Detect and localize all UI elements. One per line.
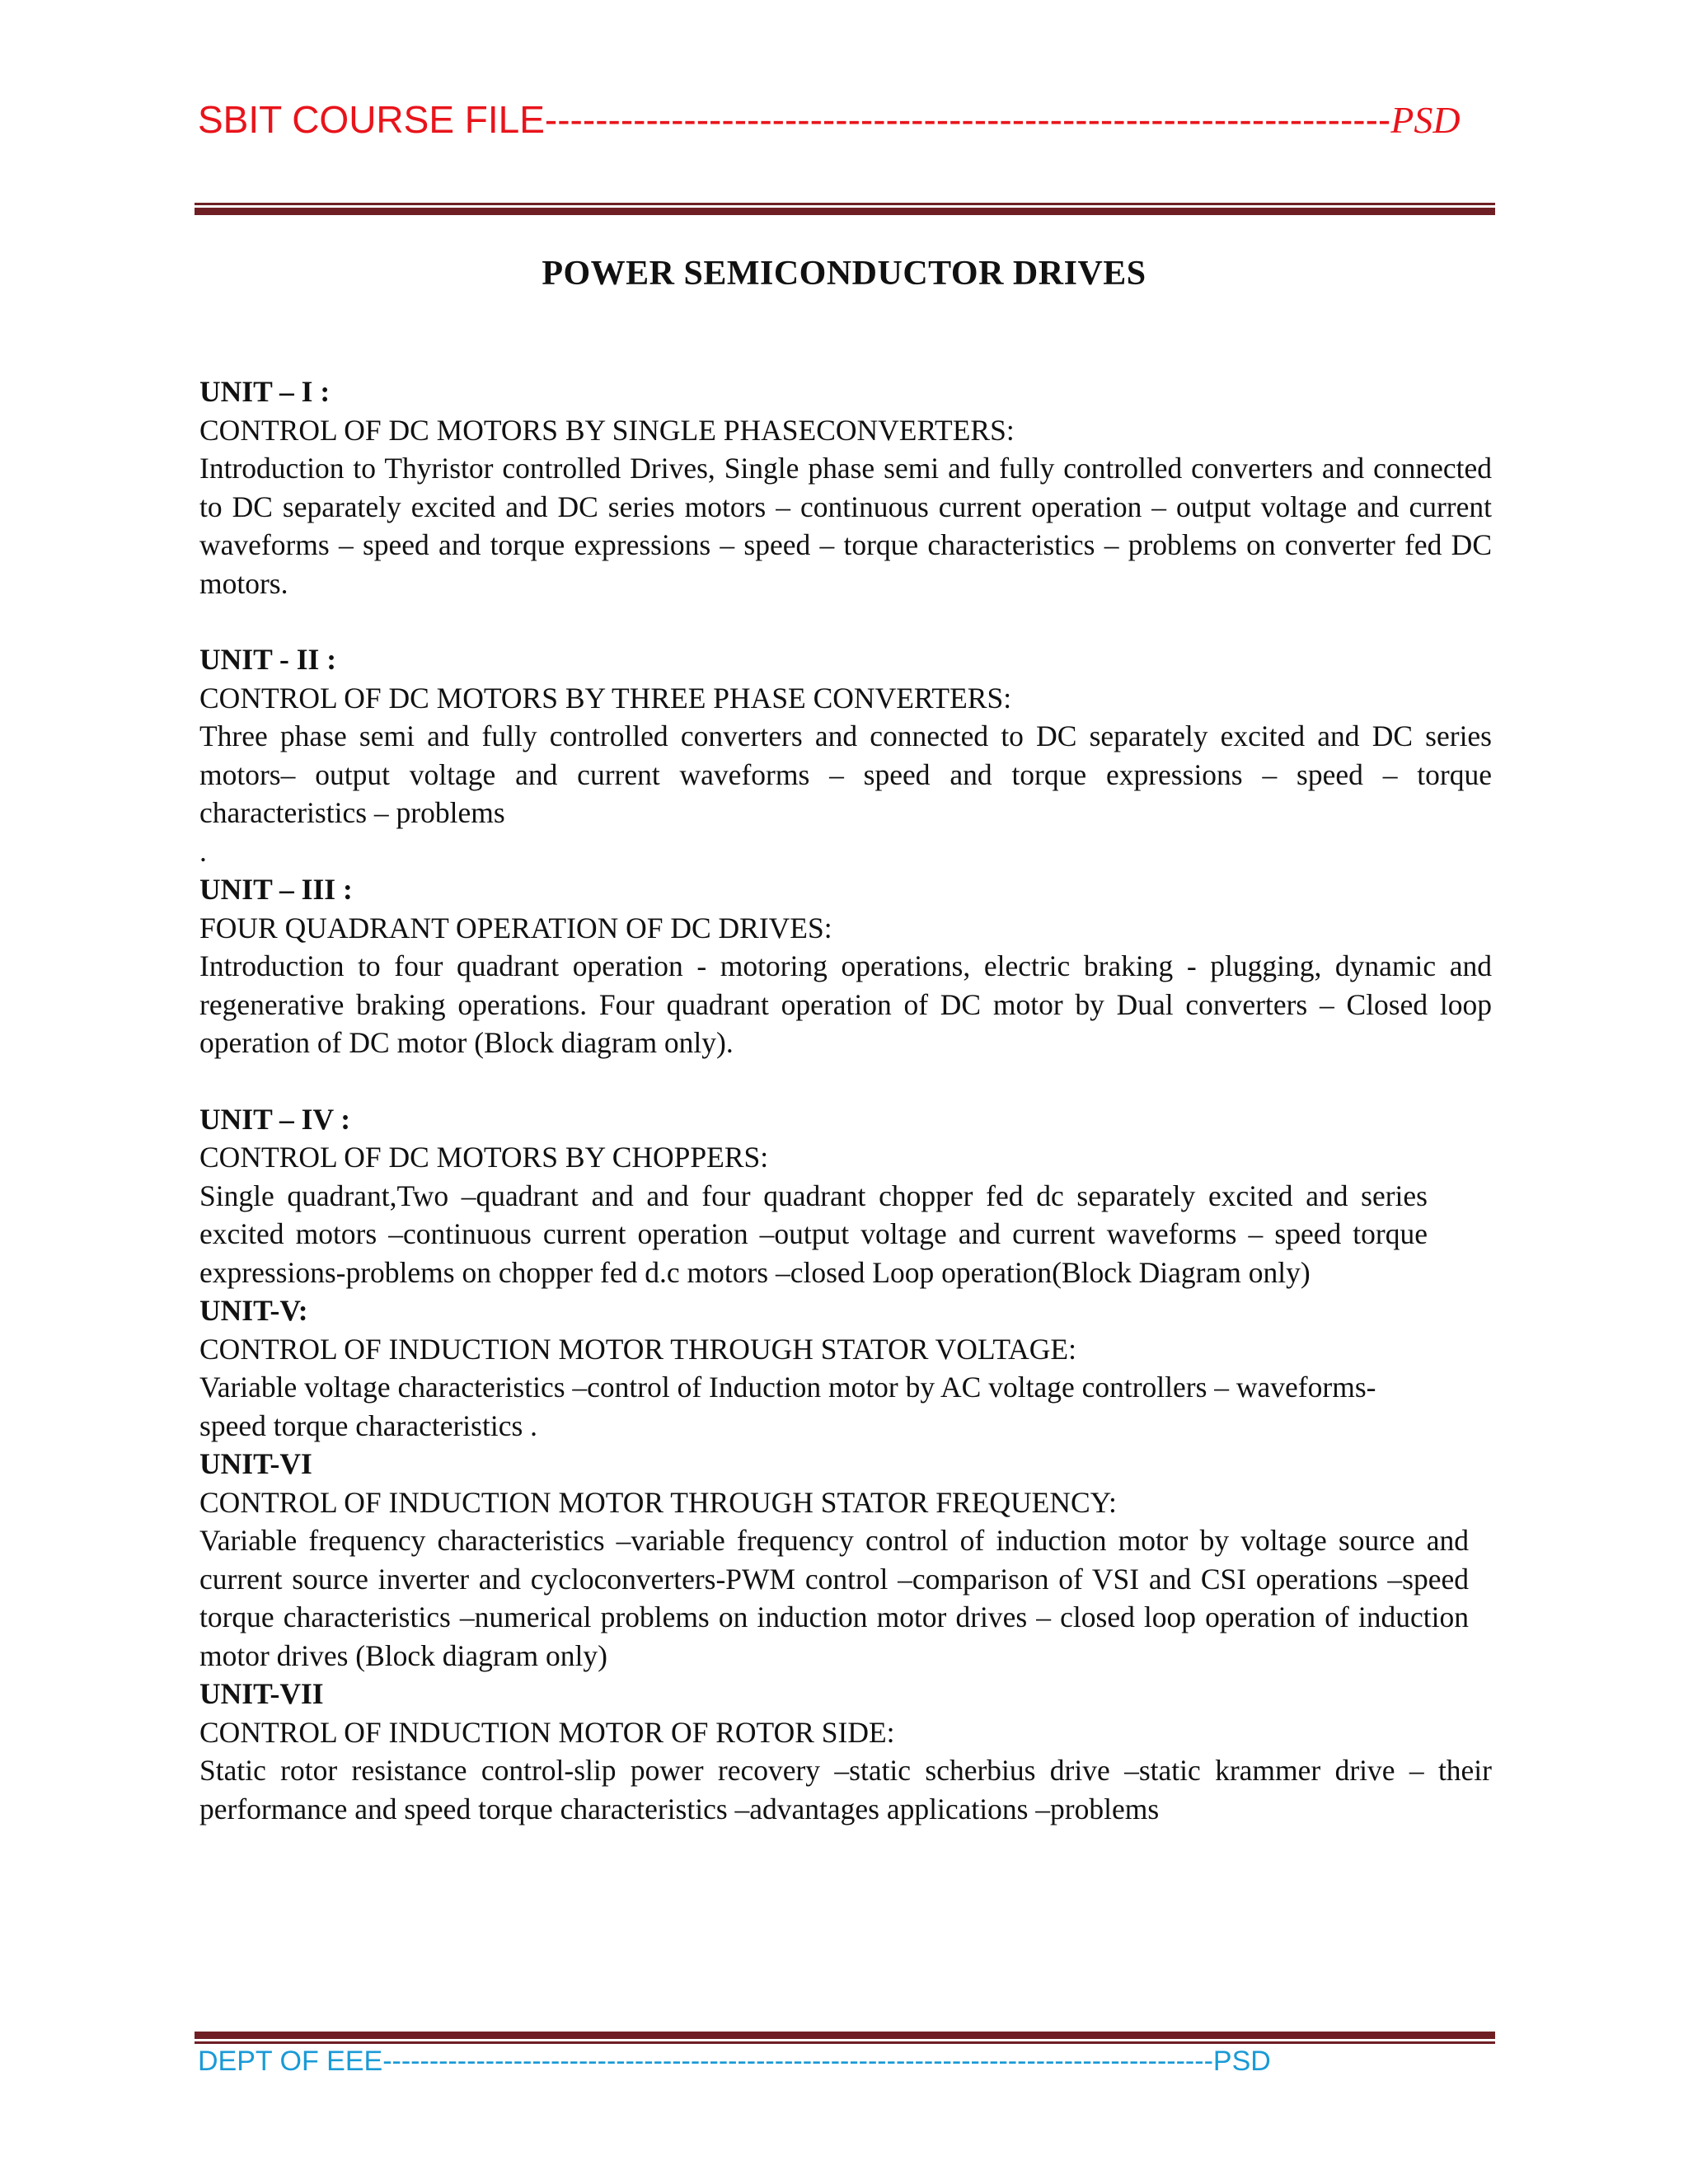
header-subject-code: PSD — [1390, 99, 1461, 141]
header-rule-thin — [195, 203, 1495, 205]
unit-label: UNIT – IV : — [199, 1102, 351, 1136]
footer-subject-code: PSD — [1212, 2046, 1271, 2077]
unit-heading: CONTROL OF DC MOTORS BY THREE PHASE CONVERTERS: — [199, 681, 1012, 715]
unit-4 — [199, 1100, 1492, 1292]
unit-body: Introduction to Thyristor controlled Drives, Single phase semi and fully controlled converters and connected to DC separately excited and DC series motors – continuous current operation – output voltage and current waveforms – speed and torque expressions – speed – torque characteristics – problems on converter fed DC motors. — [199, 452, 1492, 600]
footer-rule-thin — [195, 2041, 1495, 2044]
unit-body: Variable frequency characteristics –variable frequency control of induction motor by voltage source and current source inverter and cycloconverters-PWM control –comparison of VSI and CSI operations –speed torque characteristics –numerical problems on induction motor drives – closed loop operation of induction motor drives (Block diagram only) — [199, 1524, 1469, 1672]
unit-body: Single quadrant,Two –quadrant and and four quadrant chopper fed dc separately excited and series excited motors –continuous current operation –output voltage and current waveforms – speed torque expressions-problems on chopper fed d.c motors –closed Loop operation(Block Diagram only) — [199, 1179, 1428, 1289]
header-course-file: SBIT COURSE FILE — [198, 98, 545, 141]
unit-body: Variable voltage characteristics –control of Induction motor by AC voltage controllers – waveforms-speed torque characteristics . — [199, 1371, 1376, 1442]
unit-label: UNIT – III : — [199, 873, 353, 906]
unit-heading: CONTROL OF INDUCTION MOTOR THROUGH STATOR VOLTAGE: — [199, 1332, 1076, 1366]
page-header — [198, 97, 1461, 142]
unit-body: Introduction to four quadrant operation - motoring operations, electric braking - plugging, dynamic and regenerative braking operations. Four quadrant operation of DC motor by Dual converters – Closed loop operation of DC motor (Block diagram only). — [199, 949, 1492, 1059]
header-dashes: ------------------------------------------------------------------- — [544, 98, 1391, 141]
unit-label: UNIT-VII — [199, 1677, 324, 1710]
unit-label: UNIT - II : — [199, 643, 337, 676]
unit-6 — [199, 1445, 1492, 1675]
unit-body: Three phase semi and fully controlled converters and connected to DC separately excited and DC series motors– output voltage and current waveforms – speed and torque expressions – speed – torque characteristics – problems — [199, 719, 1492, 829]
unit-heading: CONTROL OF INDUCTION MOTOR THROUGH STATOR FREQUENCY: — [199, 1485, 1117, 1519]
unit-3 — [199, 870, 1492, 1062]
unit-trailing-mark: . — [199, 834, 207, 868]
unit-2 — [199, 640, 1492, 870]
unit-5 — [199, 1291, 1492, 1445]
page-footer — [198, 2046, 1500, 2078]
footer-rule-thick — [195, 2032, 1495, 2039]
footer-department: DEPT OF EEE — [198, 2046, 383, 2077]
unit-1 — [199, 373, 1492, 602]
unit-label: UNIT-VI — [199, 1447, 312, 1480]
unit-7 — [199, 1675, 1492, 1828]
unit-heading: CONTROL OF DC MOTORS BY CHOPPERS: — [199, 1141, 769, 1174]
footer-dashes: ----------------------------------------------------------------------------------------- — [382, 2046, 1213, 2077]
unit-heading: CONTROL OF DC MOTORS BY SINGLE PHASECONVERTERS: — [199, 413, 1015, 447]
syllabus-content — [199, 373, 1492, 1828]
page-title: POWER SEMICONDUCTOR DRIVES — [542, 255, 1146, 293]
unit-heading: FOUR QUADRANT OPERATION OF DC DRIVES: — [199, 911, 832, 944]
header-rule-thick — [195, 208, 1495, 215]
unit-label: UNIT – I : — [199, 375, 331, 408]
unit-label: UNIT-V: — [199, 1294, 308, 1327]
unit-body: Static rotor resistance control-slip power recovery –static scherbius drive –static krammer drive – their performance and speed torque characteristics –advantages applications –problems — [199, 1754, 1492, 1825]
unit-heading: CONTROL OF INDUCTION MOTOR OF ROTOR SIDE: — [199, 1715, 895, 1749]
